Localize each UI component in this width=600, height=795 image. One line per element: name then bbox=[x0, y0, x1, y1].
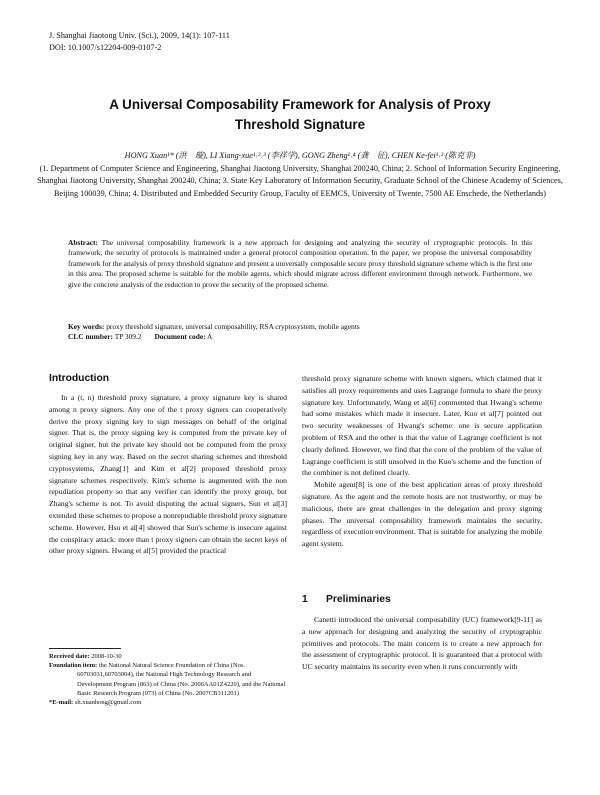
intro-paragraph-1: In a (t, n) threshold proxy signature, a proxy signature key is shared among n proxy signers. Any one of the t proxy signers can cooperatively derive the proxy signing key to sign messages on behalf of the original signer. That is, the proxy signing key is computed from the private key of original signer, but the private key should not be computed from the proxy signing key in any way. Based on the secret sharing schemes and threshold cryptosystems, Zhang[1] and Kim et al[2] proposed threshold proxy signature schemes respectively. Kim's scheme is augmented with the non repudiation property so that any verifier can identify the proxy group, but Zhang's scheme is not. To avoid disputing the actual signers, Sun et al[3] extended these schemes to propose a nonrepudiable threshold proxy signature scheme. However, Hsu et al[4] showed that Sun's scheme is insecure against the conspiracy attack: more than t proxy signers can obtain the secret keys of other proxy signers. Hwang et al[5] provided the practical bbox=[49, 393, 287, 556]
abstract bbox=[68, 238, 532, 290]
email-address[interactable]: sh.xuanhong@gmail.com bbox=[74, 699, 142, 707]
keywords-block bbox=[68, 322, 532, 343]
received-date: 2008-10-30 bbox=[91, 653, 122, 660]
clc-label: CLC number: bbox=[68, 332, 113, 342]
journal-doi: DOI: 10.1007/s12204-009-0107-2 bbox=[49, 42, 162, 52]
journal-citation: J. Shanghai Jiaotong Univ. (Sci.), 2009, 14(1): 107-111 bbox=[49, 31, 230, 40]
doc-code-value: A bbox=[207, 332, 213, 342]
received-label: Received date: bbox=[49, 653, 90, 660]
section-1-paragraph-1: Canetti introduced the universal composability (UC) framework[9-11] as a new approach for designing and analyzing the security of cryptographic primitives and protocols. The main concern is to create a new approach for the assessment of cryptographic protocol. It is guaranteed that a protocol with UC security maintains its security even when it runs concurrently with bbox=[302, 615, 542, 672]
intro-paragraph-2: threshold proxy signature scheme with known signers, which claimed that it satisfies all proxy requirements and uses Lagrange formula to share the proxy signature key. Unfortunately, Wang et al[6] commented that Hwang's scheme had some mistakes which made it insecure. Later, Kuo et al[7] pointed out two security weaknesses of Hwang's scheme: one is secure application problem of RSA and the other is that the value of Lagrange coefficient is not clearly defined. However, we find that the core of the problem of the value of Lagrange coefficient is still unsolved in the Kuo's scheme and the function of the combiner is not defined clearly. bbox=[302, 374, 542, 478]
foundation-text: the National Natural Science Foundation of China (Nos. 60703031,60703004), the National High Technology Research and Development Program (863) of China (No. 2006AA01Z4220), and the National Basic Research Program (973) of China (No. 2007CB311201) bbox=[77, 662, 286, 697]
keywords-label: Key words: bbox=[68, 322, 105, 331]
keywords-text: proxy threshold signature, universal composability, RSA cryptosystem, mobile agents bbox=[106, 322, 360, 331]
intro-heading: Introduction bbox=[49, 373, 110, 384]
section-1-heading bbox=[302, 594, 391, 605]
intro-paragraph-3: Mobile agent[8] is one of the best application areas of proxy threshold signature. As the agent and the remote hosts are not trustworthy, or may be malicious, there are great challenges in the delegation and proxy signing phases. The universal composability framework maintains the security, regardless of execution environment. That is suitable for analyzing the mobile agent system. bbox=[302, 480, 542, 549]
footnote bbox=[49, 652, 287, 707]
clc-value: TP 309.2 bbox=[114, 332, 142, 342]
journal-header bbox=[49, 30, 230, 53]
foundation-label: Foundation item: bbox=[49, 662, 98, 670]
abstract-text: The universal composability framework is a new approach for designing and analyzing the security of cryptographic protocols. In this framework, the security of protocols is maintained under a general protocol composition operation. In the paper, we propose the universal composability framework for the analysis of proxy threshold signature and present a universally composable secure proxy threshold signature scheme which is the first one in this area. The proposed scheme is suitable for the mobile agents, which should migrate across different environment through network. Furthermore, we give the concrete analysis of the reduction to prove the security of the proposed scheme. bbox=[68, 238, 532, 289]
paper-title-line2: Threshold Signature bbox=[234, 117, 366, 132]
author-affiliations: (1. Department of Computer Science and Engineering, Shanghai Jiaotong University, Shanghai 200240, China; 2. School of Information Security Engineering, Shanghai Jiaotong University, Shanghai 200240, China; 3. State Key Laboratory of Information Security, Graduate School of the Chinese Academy of Sciences, Beijing 100039, China; 4. Distributed and Embedded Security Group, Faculty of EEMCS, University of Twente, 7500 AE Enschede, the Netherlands) bbox=[37, 163, 563, 198]
author-names: HONG Xuan¹* (洪 璇), LI Xiang-xue¹˒²˒³ (李祥学), GONG Zheng¹˒⁴ (龚 征), CHEN Ke-fei¹˒² (陈克非) bbox=[124, 151, 476, 160]
abstract-label: Abstract: bbox=[68, 238, 98, 247]
paper-title-line1: A Universal Composability Framework for Analysis of Proxy bbox=[109, 97, 491, 112]
section-number: 1 bbox=[302, 594, 308, 605]
footnote-rule bbox=[49, 648, 121, 649]
section-1-body bbox=[302, 614, 542, 673]
section-title: Preliminaries bbox=[326, 594, 391, 605]
author-block bbox=[30, 150, 570, 200]
doc-code-label: Document code: bbox=[154, 332, 206, 342]
right-column bbox=[302, 373, 542, 550]
left-column bbox=[49, 392, 287, 557]
paper-title bbox=[40, 95, 560, 135]
email-label: *E-mail: bbox=[49, 699, 74, 707]
